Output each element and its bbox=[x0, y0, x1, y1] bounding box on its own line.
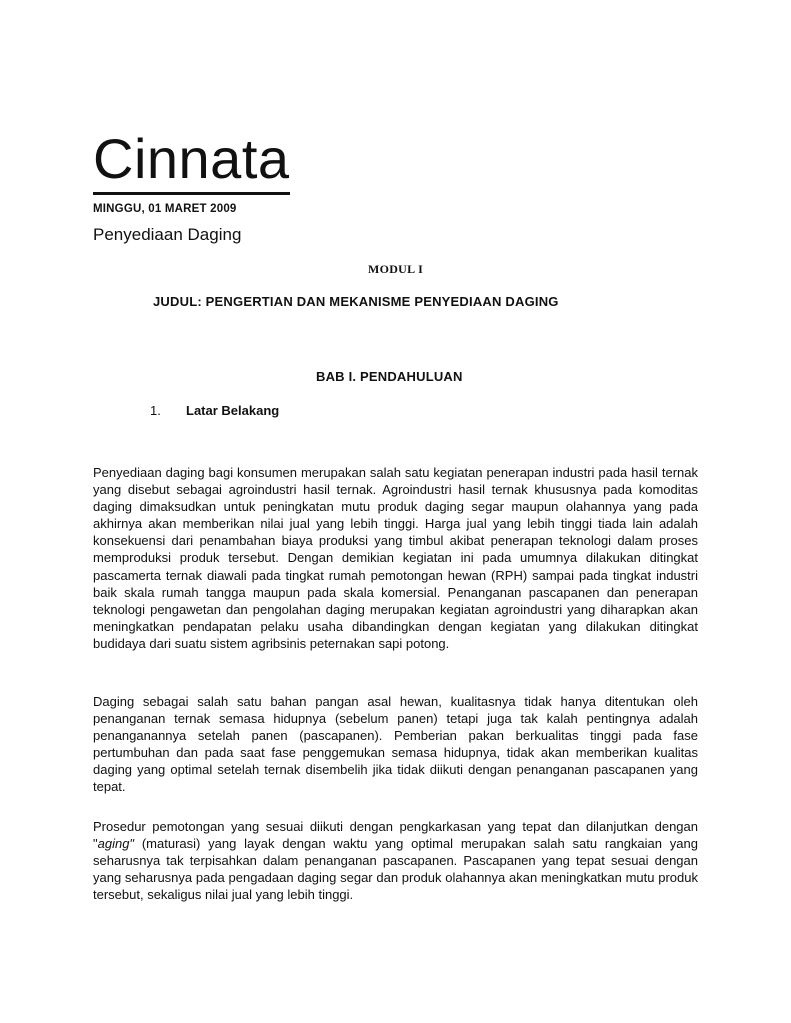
paragraph-text: (maturasi) yang layak dengan waktu yang optimal merupakan salah satu rangkaian yang seharusnya tak terpisahkan dalam penanganan pascapanen. Pascapanen yang tepat sesuai dengan yang seharusnya pada pengadaan daging segar dan produk olahannya akan meningkatkan mutu produk tersebut, sekaligus nilai jual yang lebih tinggi. bbox=[93, 836, 698, 903]
judul-heading: JUDUL: PENGERTIAN DAN MEKANISME PENYEDIAAN DAGING bbox=[153, 294, 559, 309]
modul-label: MODUL I bbox=[367, 262, 424, 276]
section-heading: Latar Belakang bbox=[186, 403, 280, 418]
section-number: 1. bbox=[150, 403, 161, 418]
paragraph bbox=[93, 818, 698, 903]
chapter-heading: BAB I. PENDAHULUAN bbox=[316, 369, 463, 384]
post-title[interactable]: Penyediaan Daging bbox=[93, 225, 242, 244]
paragraph-text: Prosedur pemotongan yang sesuai diikuti dengan pengkarkasan yang tepat dan dilanjutkan dengan " bbox=[93, 819, 698, 852]
blog-title[interactable]: Cinnata bbox=[93, 126, 290, 195]
modul-heading bbox=[0, 262, 791, 277]
italic-term: aging" bbox=[97, 836, 135, 852]
paragraph: Daging sebagai salah satu bahan pangan asal hewan, kualitasnya tidak hanya ditentukan oleh penanganan ternak semasa hidupnya (sebelum panen) tetapi juga tak kalah pentingnya adalah penanganannya setelah panen (pascapanen). Pemberian pakan berkualitas tinggi pada fase pertumbuhan dan pada saat fase penggemukan semasa hidupnya, tidak akan memberikan kualitas daging yang optimal setelah ternak disembelih jika tidak diikuti dengan penanganan pascapanen yang tepat. bbox=[93, 694, 698, 795]
post-date: MINGGU, 01 MARET 2009 bbox=[93, 203, 237, 215]
paragraph: Penyediaan daging bagi konsumen merupakan salah satu kegiatan penerapan industri pada hasil ternak yang disebut sebagai agroindustri hasil ternak. Agroindustri hasil ternak khususnya pada komoditas daging dimaksudkan untuk peningkatan mutu produk daging segar maupun olahannya yang pada akhirnya akan memberikan nilai jual yang lebih tinggi. Harga jual yang lebih tinggi tiada lain adalah konsekuensi dari penambahan biaya produksi yang timbul akibat penerapan teknologi dalam proses memproduksi produk tersebut. Dengan demikian kegiatan ini pada umumnya dilakukan ditingkat pascamerta ternak diawali pada tingkat rumah pemotongan hewan (RPH) sampai pada tingkat industri baik skala rumah tangga maupun pada skala komersial. Penanganan pascapanen dan penerapan teknologi pengawetan dan pengolahan daging merupakan kegiatan agroindustri yang diharapkan akan meningkatkan pendapatan pelaku usaha dibandingkan dengan kegiatan yang dilakukan ditingkat budidaya dari suatu sistem agribsinis peternakan sapi potong. bbox=[93, 465, 698, 651]
